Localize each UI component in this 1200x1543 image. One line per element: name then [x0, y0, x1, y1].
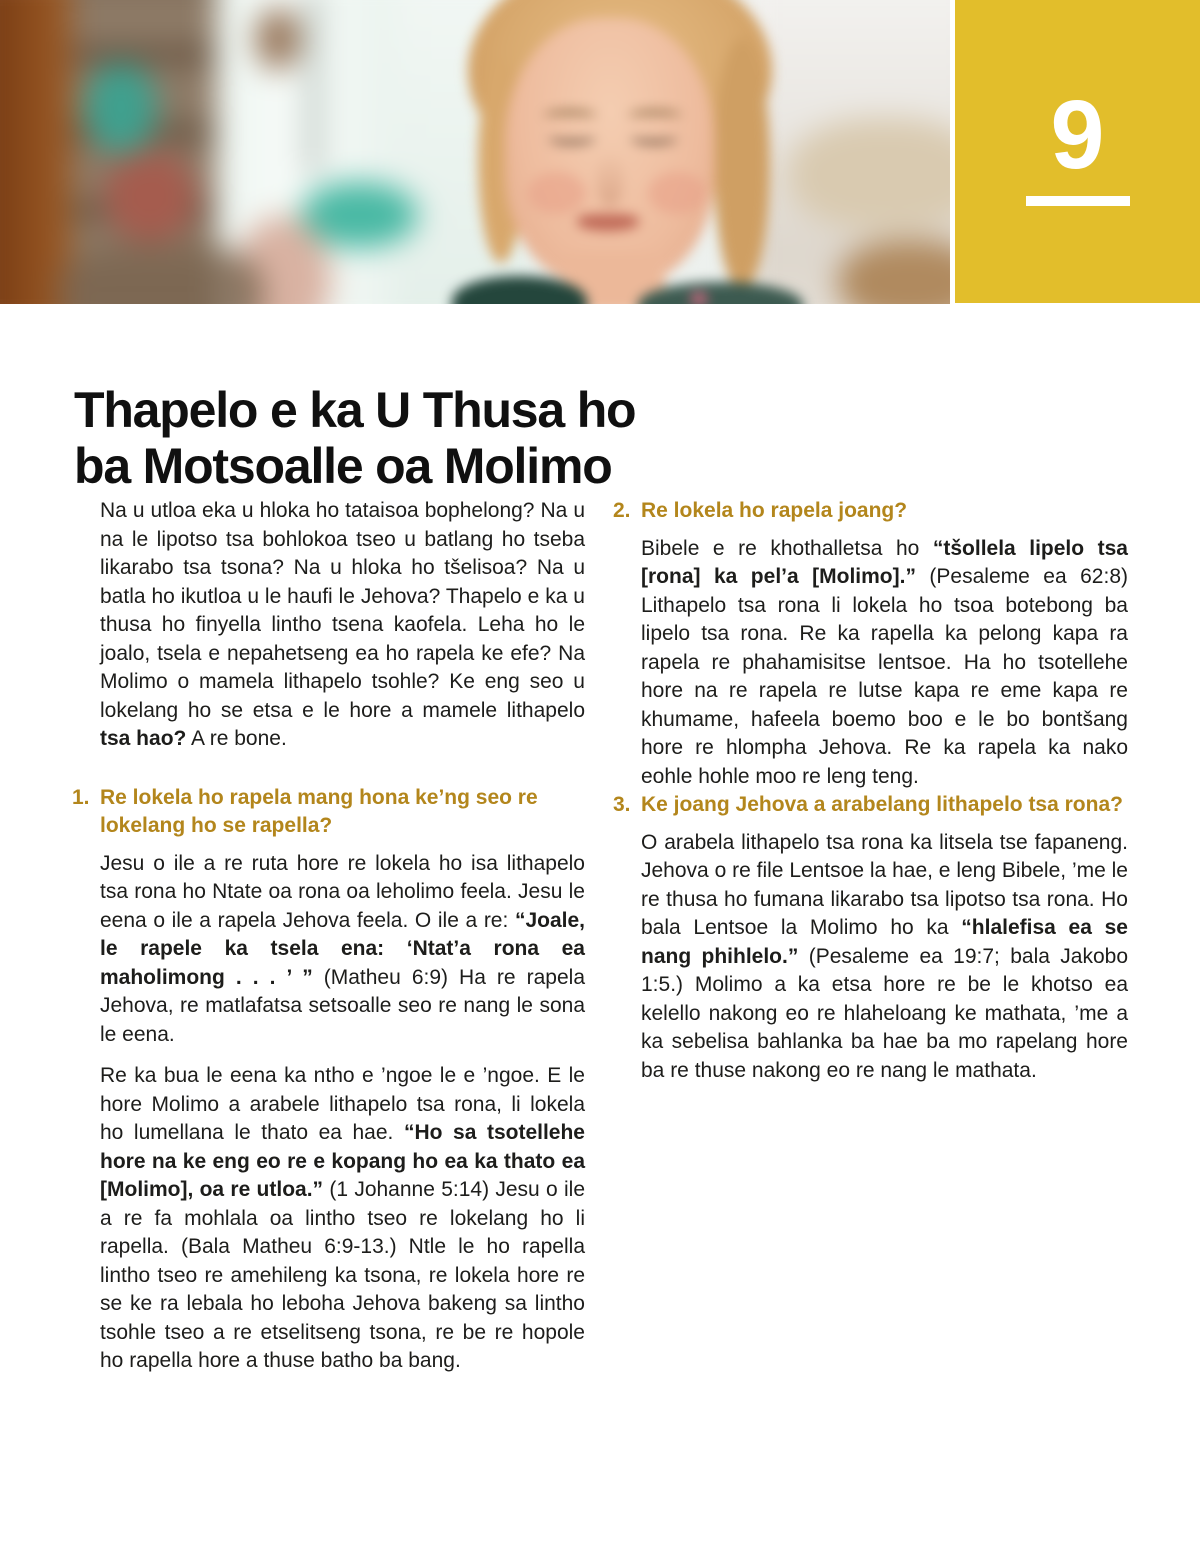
section-1: [72, 784, 585, 1376]
section-2-paragraphs: [613, 535, 1128, 792]
question-3-number: 3.: [613, 793, 631, 816]
section-1-paragraphs: [72, 850, 585, 1376]
article-title-line1: Thapelo e ka U Thusa ho: [74, 381, 636, 438]
section-3: [613, 791, 1128, 1085]
chapter-number-box: [955, 0, 1200, 303]
question-1-text: Re lokela ho rapela mang hona ke’ng seo re lokelang ho se rapella?: [100, 785, 538, 837]
paragraph: Na u utloa eka u hloka ho tataisoa bophelong? Na u na le lipotso tsa bohlokoa tseo u batlang ho tseba likarabo tsa tsona? Na u hloka ho tšelisoa? Na u batla ho ikutloa u le haufi le Jehova? Thapelo e ka u thusa ho finyella lintho tsena kaofela. Leha ho le joalo, tsela e nepahetseng ea ho rapela ke efe? Na Molimo o mamela lithapelo tsohle? Ke eng seo u lokelang ho se etsa e le hore a mamele lithapelo tsa hao? A re bone.: [100, 499, 585, 750]
question-1: [72, 784, 585, 841]
chapter-number: 9: [1050, 80, 1105, 189]
chapter-number-underline: [1026, 196, 1130, 206]
photo-closed-eye: [630, 132, 678, 144]
right-column: [613, 497, 1128, 1376]
body-columns: [72, 497, 1130, 1376]
photo-woman: [0, 0, 950, 304]
question-2: [613, 497, 1128, 526]
intro-paragraphs: [72, 497, 585, 754]
paragraph: Jesu o ile a re ruta hore re lokela ho isa lithapelo tsa rona ho Ntate oa rona oa leholimo feela. Jesu le eena o ile a rapela Jehova feela. O ile a re: “Joale, le rapele ka tsela ena: ‘Ntat’a rona ea maholimong . . . ’ ” (Matheu 6:9) Ha re rapela Jehova, re matlafatsa setsoalle seo re nang le sona le eena.: [100, 851, 585, 1046]
section-2: [613, 497, 1128, 791]
paragraph: Bibele e re khothalletsa ho “tšollela lipelo tsa [rona] ka pel’a [Molimo].” (Pesaleme ea 62:8) Lithapelo tsa rona li lokela ho tsoa botebong ba lipelo tsa rona. Re ka rapella ka pelong kapa ra rapela re phahamisitse lentsoe. Ha ho tsotellehe hore na re rapela re lutse kapa re eme kapa re khumame, hafeela boemo boo e le bo bontšang hore re hlompha Jehova. Re ka rapela ka nako eohle hohle moo re leng teng.: [641, 536, 1128, 788]
question-2-number: 2.: [613, 499, 631, 522]
section-3-paragraphs: [613, 829, 1128, 1086]
question-2-text: Re lokela ho rapela joang?: [641, 499, 908, 522]
question-3-text: Ke joang Jehova a arabelang lithapelo tsa rona?: [641, 793, 1123, 816]
article-title: [74, 382, 635, 494]
paragraph: Re ka bua le eena ka ntho e ’ngoe le e ’ngoe. E le hore Molimo a arabele lithapelo tsa rona, li lokela ho lumellana le thato ea hae. “Ho sa tsotellehe hore na ke eng eo re e kopang ho ea ka thato ea [Molimo], oa re utloa.” (1 Johanne 5:14) Jesu o ile a re fa mohlala oa lintho tseo re lokelang ho li rapella. (Bala Matheu 6:9-13.) Ntle le ho rapella lintho tseo re amehileng ka tsona, re lokela hore re se ke ra lebala ho leboha Jehova bakeng sa lintho tsohle tseo a re etselitseng tsona, re be re hopole ho rapella hore a thuse batho ba bang.: [100, 1064, 586, 1372]
paragraph: O arabela lithapelo tsa rona ka litsela tse fapaneng. Jehova o re file Lentsoe la hae, e leng Bibele, ’me le re thusa ho fumana likarabo tsa lipotso tsa rona. Ho bala Lentsoe la Molimo ho ka “hlalefisa ea se nang phihlelo.” (Pesaleme ea 19:7; bala Jakobo 1:5.) Molimo a ka etsa hore re be le khotso ea kelello nakong eo re hlaheloang ke mathata, ’me a ka sebelisa bahlanka ba hae ba mo rapelang hore ba re thuse nakong eo re nang le mathata.: [641, 830, 1128, 1082]
article-title-line2: ba Motsoalle oa Molimo: [74, 437, 612, 494]
question-1-number: 1.: [72, 785, 90, 809]
photo-closed-eye: [548, 132, 596, 144]
question-3: [613, 791, 1128, 820]
header-photo: [0, 0, 950, 304]
left-column: [72, 497, 585, 1376]
